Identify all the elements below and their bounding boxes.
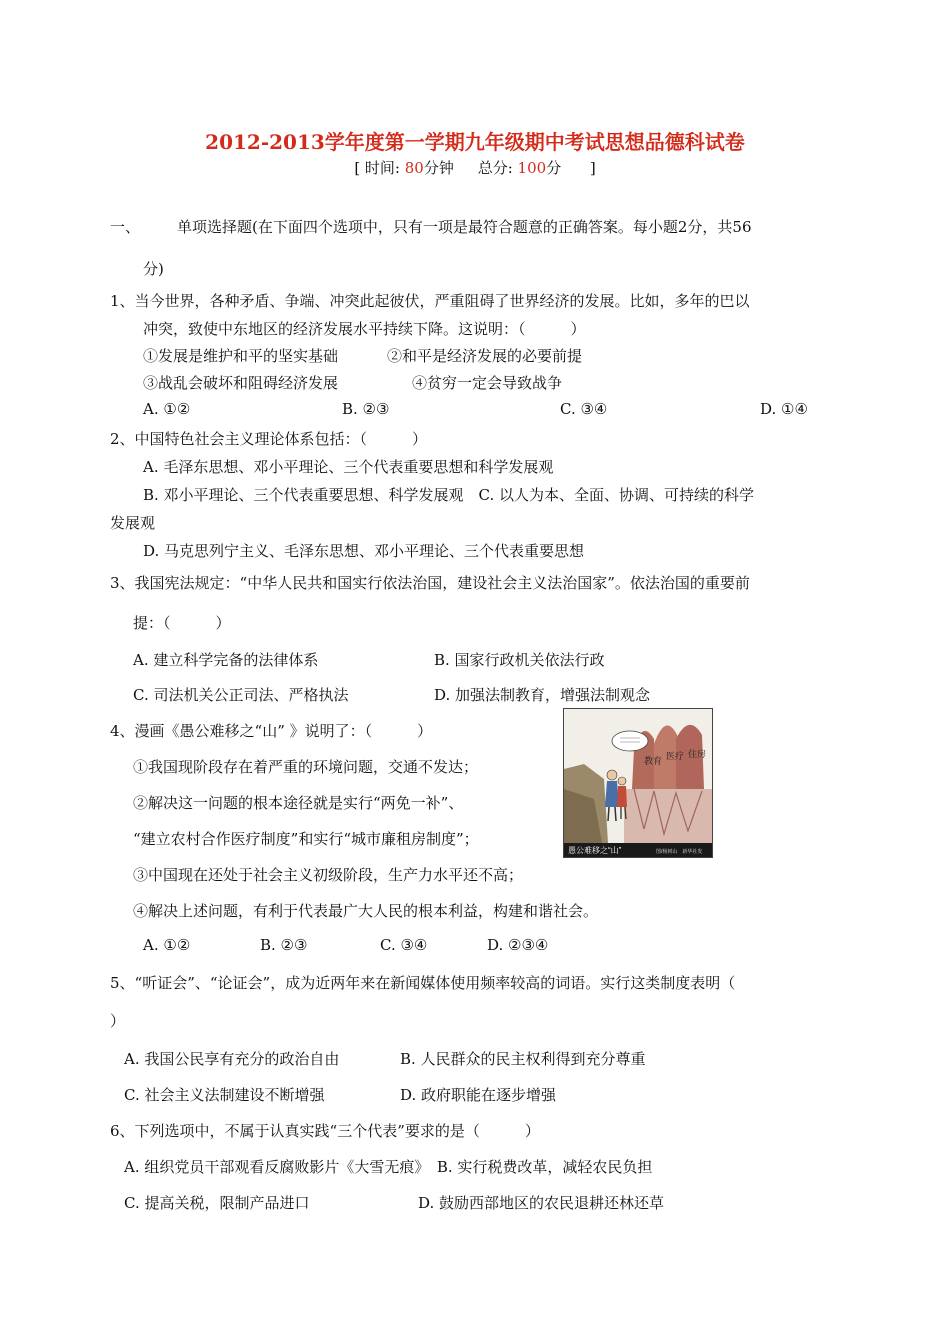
- cartoon-label-education: 教育: [644, 756, 663, 766]
- q4-option-b: B. ②③: [260, 936, 308, 954]
- exam-info: [0, 157, 950, 178]
- q6-stem: 6、下列选项中，不属于认真实践“三个代表”要求的是（ ）: [110, 1122, 540, 1140]
- q5-option-c: C. 社会主义法制建设不断增强: [124, 1086, 325, 1104]
- q6-option-a-b: A. 组织党员干部观看反腐败影片《大雪无痕》 B. 实行税费改革，减轻农民负担: [124, 1158, 653, 1176]
- q3-stem: 3、我国宪法规定：“中华人民共和国实行依法治国，建设社会主义法治国家”。依法治国的重要前: [110, 574, 750, 592]
- cartoon-label-medical: 医疗: [666, 751, 685, 761]
- score-unit: 分: [546, 159, 562, 177]
- cartoon-image: [563, 708, 713, 858]
- time-unit: 分钟: [423, 159, 454, 177]
- cartoon-label-housing: 住房: [688, 749, 707, 759]
- q1-option-d: D. ①④: [760, 400, 808, 418]
- q2-option-d: D. 马克思列宁主义、毛泽东思想、邓小平理论、三个代表重要思想: [143, 542, 585, 560]
- q4-statement-2: ②解决这一问题的根本途径就是实行“两免一补”、: [133, 794, 464, 812]
- q6-option-d: D. 鼓励西部地区的农民退耕还林还草: [418, 1194, 665, 1212]
- score-label: 总分:: [477, 159, 518, 177]
- q4-statement-3: ③中国现在还处于社会主义初级阶段，生产力水平还不高；: [133, 866, 524, 884]
- score-value: 100: [517, 159, 547, 177]
- q5-stem-cont: ）: [110, 1012, 126, 1030]
- cartoon-illustration: [564, 709, 712, 857]
- cartoon-caption: 愚公难移之“山”: [568, 846, 622, 855]
- q4-option-a: A. ①②: [143, 936, 191, 954]
- time-label: [ 时间:: [354, 159, 405, 177]
- q2-option-a: A. 毛泽东思想、邓小平理论、三个代表重要思想和科学发展观: [143, 458, 554, 476]
- q1-stem: 1、当今世界，各种矛盾、争端、冲突此起彼伏，严重阻碍了世界经济的发展。比如，多年的巴以: [110, 292, 750, 310]
- q1-statement-1: ①发展是维护和平的坚实基础: [143, 347, 339, 365]
- q3-stem-cont: 提：（ ）: [133, 614, 231, 632]
- q2-option-b-c: B. 邓小平理论、三个代表重要思想、科学发展观 C. 以人为本、全面、协调、可持续的科学: [143, 486, 755, 504]
- close-bracket: ]: [589, 159, 596, 177]
- q3-option-b: B. 国家行政机关依法行政: [434, 651, 605, 669]
- q3-option-d: D. 加强法制教育，增强法制观念: [434, 686, 651, 704]
- q4-statement-4: ④解决上述问题，有利于代表最广大人民的根本利益，构建和谐社会。: [133, 902, 599, 920]
- q4-stem: 4、漫画《愚公难移之“山” 》说明了：（ ）: [110, 722, 433, 740]
- section-heading-cont: 分): [143, 260, 164, 278]
- q4-statement-1: ①我国现阶段存在着严重的环境问题，交通不发达；: [133, 758, 479, 776]
- q4-option-d: D. ②③④: [487, 936, 549, 954]
- q5-option-b: B. 人民群众的民主权利得到充分尊重: [400, 1050, 646, 1068]
- q1-statement-2: ②和平是经济发展的必要前提: [387, 347, 583, 365]
- q2-stem: 2、中国特色社会主义理论体系包括：（ ）: [110, 430, 428, 448]
- page-title: 2012-2013学年度第一学期九年级期中考试思想品德科试卷: [205, 130, 745, 154]
- q1-option-a: A. ①②: [143, 400, 191, 418]
- q5-option-a: A. 我国公民享有充分的政治自由: [124, 1050, 340, 1068]
- section-number: 一、: [110, 218, 141, 236]
- time-value: 80: [404, 159, 424, 177]
- q1-option-b: B. ②③: [342, 400, 390, 418]
- q1-option-c: C. ③④: [560, 400, 608, 418]
- q1-statement-3: ③战乱会破坏和阻碍经济发展: [143, 374, 339, 392]
- q2-option-c-cont: 发展观: [110, 514, 156, 532]
- q3-option-a: A. 建立科学完备的法律体系: [133, 651, 319, 669]
- q3-option-c: C. 司法机关公正司法、严格执法: [133, 686, 349, 704]
- q1-stem-cont: 冲突，致使中东地区的经济发展水平持续下降。这说明：（ ）: [143, 320, 586, 338]
- q5-stem: 5、“听证会”、“论证会”，成为近两年来在新闻媒体使用频率较高的词语。实行这类制度表明（: [110, 974, 736, 992]
- q6-option-c: C. 提高关税，限制产品进口: [124, 1194, 310, 1212]
- q4-option-c: C. ③④: [380, 936, 428, 954]
- section-heading: 单项选择题(在下面四个选项中，只有一项是最符合题意的正确答案。每小题2分，共56: [177, 218, 752, 236]
- q4-statement-2-cont: “建立农村合作医疗制度”和实行“城市廉租房制度”；: [133, 830, 479, 848]
- cartoon-credit: 图/杨树山 新华社发: [656, 849, 703, 855]
- q5-option-d: D. 政府职能在逐步增强: [400, 1086, 557, 1104]
- q1-statement-4: ④贫穷一定会导致战争: [412, 374, 563, 392]
